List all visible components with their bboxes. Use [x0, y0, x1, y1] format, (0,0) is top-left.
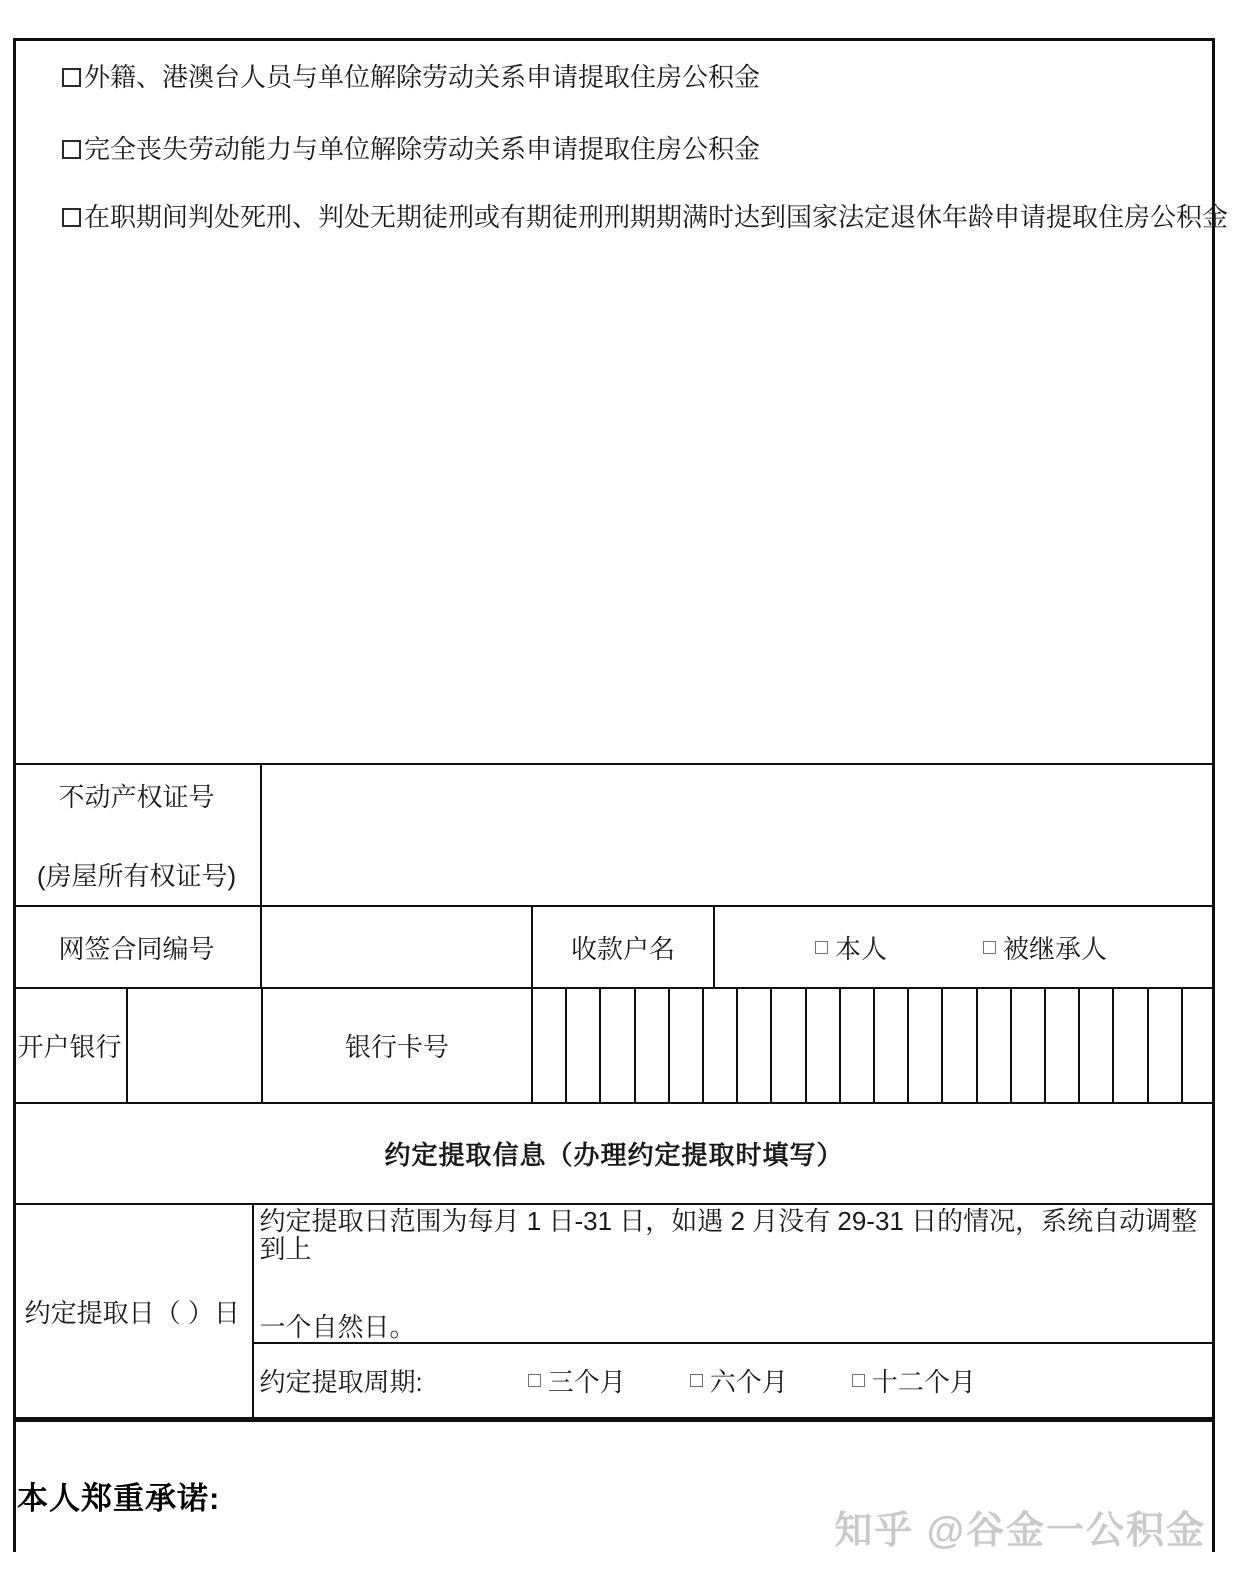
- scheduled-day-label: 约定提取日（ ）日: [13, 1205, 254, 1417]
- reason-checkbox-foreign[interactable]: [62, 68, 81, 87]
- card-digit-box[interactable]: [704, 989, 738, 1102]
- payee-heir-label: 被继承人: [1003, 933, 1108, 964]
- property-cert-row: [13, 765, 1215, 907]
- property-cert-label-line1: 不动产权证号: [58, 782, 215, 812]
- card-digit-box[interactable]: [1149, 989, 1183, 1102]
- scheduled-day-note: [254, 1205, 1215, 1344]
- period-12m-checkbox[interactable]: [852, 1374, 865, 1387]
- scheduled-day-right: [254, 1205, 1215, 1417]
- period-option-12m: [852, 1362, 976, 1399]
- period-12m-label: 十二个月: [871, 1367, 976, 1397]
- period-option-6m: [690, 1362, 788, 1399]
- card-digit-box[interactable]: [772, 989, 806, 1102]
- bank-card-row: [13, 989, 1215, 1104]
- scheduled-period-cell: [254, 1344, 1215, 1417]
- period-3m-checkbox[interactable]: [528, 1374, 541, 1387]
- form-table: [13, 763, 1215, 1422]
- period-6m-checkbox[interactable]: [690, 1374, 703, 1387]
- payee-self-label: 本人: [835, 933, 888, 964]
- reason-label: 外籍、港澳台人员与单位解除劳动关系申请提取住房公积金: [84, 62, 761, 92]
- card-digit-box[interactable]: [636, 989, 670, 1102]
- promise-heading: 本人郑重承诺:: [17, 1481, 221, 1516]
- card-digit-box[interactable]: [738, 989, 772, 1102]
- card-digit-box[interactable]: [533, 989, 567, 1102]
- scheduled-period-label: 约定提取周期:: [259, 1367, 423, 1397]
- reason-option-row: [62, 62, 760, 92]
- payee-name-label: 收款户名: [533, 907, 715, 987]
- reason-checkbox-sentence[interactable]: [62, 208, 81, 227]
- card-digit-box[interactable]: [807, 989, 841, 1102]
- contract-number-field[interactable]: [262, 907, 533, 987]
- reason-label: 在职期间判处死刑、判处无期徒刑或有期徒刑刑期期满时达到国家法定退休年龄申请提取住房公积金: [84, 202, 1229, 232]
- payee-option-self: [815, 929, 887, 966]
- bank-name-label: 开户银行: [13, 989, 128, 1102]
- reason-checkbox-disability[interactable]: [62, 140, 81, 159]
- bank-name-field[interactable]: [128, 989, 263, 1102]
- card-digit-box[interactable]: [943, 989, 977, 1102]
- scheduled-header-row: [13, 1104, 1215, 1205]
- card-digit-box[interactable]: [670, 989, 704, 1102]
- scheduled-section-title: 约定提取信息（办理约定提取时填写）: [384, 1140, 844, 1170]
- payee-option-heir: [983, 929, 1107, 966]
- card-digit-box[interactable]: [1080, 989, 1114, 1102]
- card-digit-box[interactable]: [1183, 989, 1215, 1102]
- watermark-text: 知乎 @谷金一公积金: [834, 1510, 1206, 1552]
- card-digit-box[interactable]: [875, 989, 909, 1102]
- card-digit-box[interactable]: [1046, 989, 1080, 1102]
- reason-option-row: [62, 134, 760, 164]
- card-number-label: 银行卡号: [263, 989, 533, 1102]
- scheduled-header-cell: [13, 1104, 1215, 1203]
- period-6m-label: 六个月: [709, 1367, 788, 1397]
- property-cert-label-line2: (房屋所有权证号): [36, 861, 237, 891]
- card-digit-box[interactable]: [567, 989, 601, 1102]
- property-cert-value-field[interactable]: [262, 765, 1215, 905]
- scheduled-note-line2: 一个自然日。: [259, 1311, 416, 1342]
- reason-option-row: [62, 202, 1228, 232]
- payee-options-cell: [715, 907, 1215, 987]
- property-cert-label-cell: [13, 765, 262, 905]
- card-digit-box[interactable]: [978, 989, 1012, 1102]
- contract-number-label: 网签合同编号: [13, 907, 262, 987]
- card-digit-box[interactable]: [841, 989, 875, 1102]
- contract-payee-row: [13, 907, 1215, 989]
- card-digit-box[interactable]: [909, 989, 943, 1102]
- card-digit-box[interactable]: [1012, 989, 1046, 1102]
- card-digit-box[interactable]: [601, 989, 635, 1102]
- scheduled-day-row: [13, 1205, 1215, 1417]
- card-digit-box[interactable]: [1114, 989, 1148, 1102]
- card-number-boxes: [533, 989, 1215, 1102]
- scheduled-note-line1: 约定提取日范围为每月 1 日-31 日，如遇 2 月没有 29-31 日的情况，系统自动调整到上: [259, 1205, 1198, 1264]
- reason-label: 完全丧失劳动能力与单位解除劳动关系申请提取住房公积金: [84, 134, 761, 164]
- period-3m-label: 三个月: [547, 1367, 626, 1397]
- period-option-3m: [528, 1362, 626, 1399]
- payee-self-checkbox[interactable]: [815, 941, 828, 954]
- payee-heir-checkbox[interactable]: [983, 941, 996, 954]
